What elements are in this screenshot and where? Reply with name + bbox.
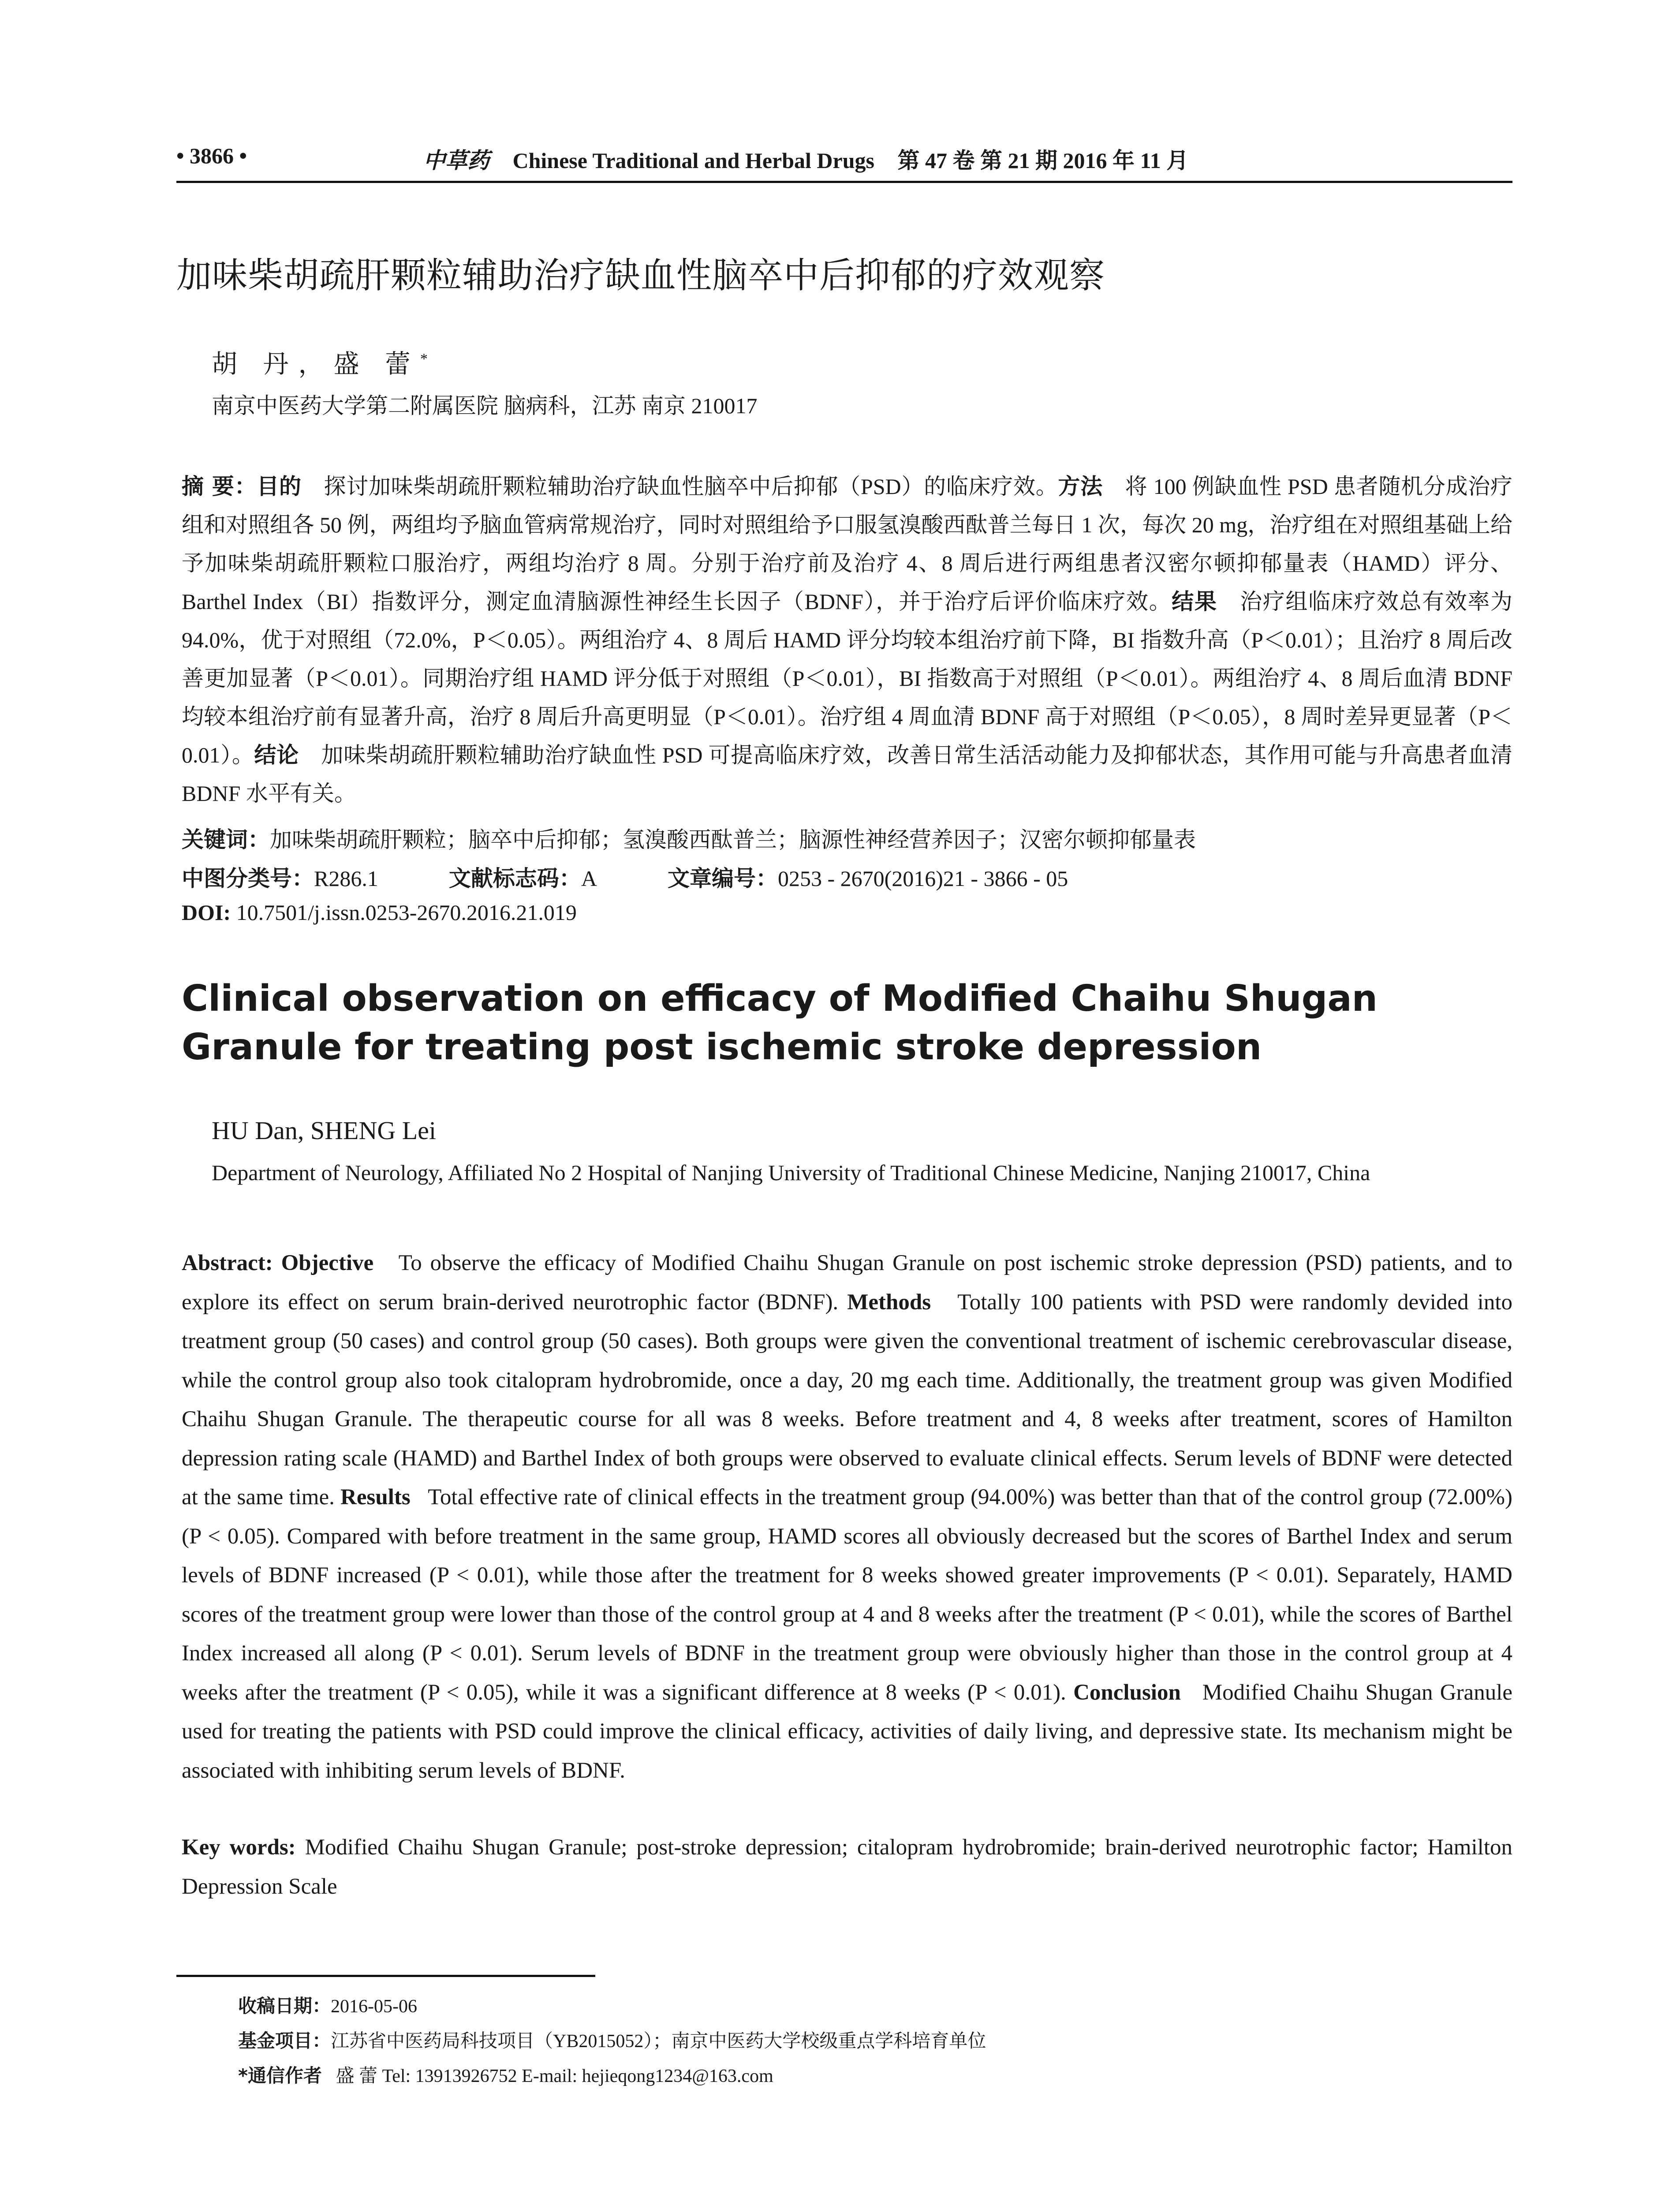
- en-keywords: [182, 1828, 1512, 1906]
- en-affiliation: Department of Neurology, Affiliated No 2 Hospital of Nanjing University of Traditional Chinese Medicine, Nanjing 210017, China: [212, 1160, 1370, 1185]
- cn-classification: [182, 861, 1068, 893]
- doi-label: DOI:: [182, 900, 231, 925]
- article-no-value: 0253 - 2670(2016)21 - 3866 - 05: [777, 866, 1068, 891]
- cn-affiliation: 南京中医药大学第二附属医院 脑病科，江苏 南京 210017: [212, 393, 758, 418]
- corresponding-mark: *: [420, 351, 428, 367]
- en-results-text: Total effective rate of clinical effects in the treatment group (94.00%) was better than that of the control group (72.00%) (P < 0.05). Compared with before treatment in the same group, HAMD scores all obviously decreased but the scores of Barthel Index and serum levels of BDNF increased (P < 0.01), while those after the treatment for 8 weeks showed greater improvements (P < 0.01). Separately, HAMD scores of the treatment group were lower than those of the control group at 4 and 8 weeks after the treatment (P < 0.01), while the scores of Barthel Index increased all along (P < 0.01). Serum levels of BDNF in the treatment group were obviously higher than those in the control group at 4 weeks after the treatment (P < 0.05), while it was a significant difference at 8 weeks (P < 0.01).: [182, 1485, 1513, 1705]
- cn-conclusion-label: 结论: [254, 742, 299, 768]
- footnote-fund: [238, 2024, 986, 2059]
- received-value: 2016-05-06: [331, 1996, 417, 2017]
- clc-value: R286.1: [314, 866, 378, 891]
- article-no-label: 文章编号：: [667, 866, 778, 891]
- en-objective-text: To observe the efficacy of Modified Chaihu Shugan Granule on post ischemic stroke depression (PSD) patients, and to explore its effect on serum brain-derived neurotrophic factor (BDNF).: [182, 1251, 1513, 1315]
- corresponding-label: *通信作者: [238, 2065, 322, 2086]
- en-methods-text: Totally 100 patients with PSD were randomly devided into treatment group (50 cases) and control group (50 cases). Both groups were given the conventional treatment of ischemic cerebrovascular disease, while the control group also took citalopram hydrobromide, once a day, 20 mg each time. Additionally, the treatment group was given Modified Chaihu Shugan Granule. The therapeutic course for all was 8 weeks. Before treatment and 4, 8 weeks after treatment, scores of Hamilton depression rating scale (HAMD) and Barthel Index of both groups were observed to evaluate clinical effects. Serum levels of BDNF were detected at the same time.: [182, 1289, 1512, 1510]
- en-conclusion-label: Conclusion: [1073, 1680, 1181, 1705]
- en-abstract-label: Abstract: Objective: [182, 1251, 374, 1275]
- journal-issue: 第 47 卷 第 21 期 2016 年 11 月: [897, 148, 1189, 173]
- page-number: • 3866 •: [176, 143, 247, 168]
- cn-conclusion-text: 加味柴胡疏肝颗粒辅助治疗缺血性 PSD 可提高临床疗效，改善日常生活活动能力及抑郁状态，其作用可能与升高患者血清 BDNF 水平有关。: [182, 743, 1513, 806]
- cn-objective-label: 目的: [257, 474, 302, 499]
- corresponding-value: 盛 蕾 Tel: 13913926752 E-mail: hejieqong1234@163.com: [336, 2066, 773, 2086]
- journal-info: [423, 143, 1188, 175]
- cn-author-names: 胡 丹，盛 蕾: [212, 350, 421, 378]
- en-methods-label: Methods: [847, 1289, 931, 1315]
- cn-keywords-label: 关键词：: [182, 827, 270, 852]
- doc-code-value: A: [581, 866, 597, 891]
- en-conclusion-text: Modified Chaihu Shugan Granule used for treating the patients with PSD could improve the clinical efficacy, activities of daily living, and depressive state. Its mechanism might be associated with inhibiting serum levels of BDNF.: [182, 1680, 1512, 1783]
- footnote-divider: [176, 1975, 595, 1977]
- en-keywords-label: Key words:: [182, 1835, 296, 1860]
- en-results-label: Results: [340, 1485, 411, 1510]
- cn-abstract: [182, 467, 1512, 813]
- cn-authors: [212, 343, 428, 380]
- doi-line: [182, 900, 577, 925]
- received-label: 收稿日期：: [238, 1995, 331, 2017]
- fund-value: 江苏省中医药局科技项目（YB2015052）；南京中医药大学校级重点学科培育单位: [331, 2031, 986, 2052]
- cn-keywords-text: 加味柴胡疏肝颗粒；脑卒中后抑郁；氢溴酸西酞普兰；脑源性神经营养因子；汉密尔顿抑郁量表: [270, 827, 1196, 852]
- clc-label: 中图分类号：: [182, 866, 314, 891]
- running-header: [176, 140, 1512, 183]
- en-keywords-text: Modified Chaihu Shugan Granule; post-stroke depression; citalopram hydrobromide; brain-derived neurotrophic factor; Hamilton Depression Scale: [182, 1835, 1512, 1899]
- cn-abstract-label: 摘 要：: [182, 474, 257, 499]
- en-authors: HU Dan, SHENG Lei: [212, 1116, 437, 1145]
- cn-title: 加味柴胡疏肝颗粒辅助治疗缺血性脑卒中后抑郁的疗效观察: [176, 255, 1105, 296]
- footnote-corresponding: [238, 2059, 986, 2093]
- en-abstract: [182, 1244, 1512, 1790]
- footnote-received: [238, 1989, 986, 2024]
- cn-results-label: 结果: [1172, 589, 1217, 614]
- doi-value: 10.7501/j.issn.0253-2670.2016.21.019: [236, 900, 577, 925]
- en-title: Clinical observation on efficacy of Modified Chaihu Shugan Granule for treating post ischemic stroke depression: [182, 978, 1378, 1068]
- cn-objective-text: 探讨加味柴胡疏肝颗粒辅助治疗缺血性脑卒中后抑郁（PSD）的临床疗效。: [324, 474, 1058, 499]
- journal-name-en: Chinese Traditional and Herbal Drugs: [512, 148, 874, 173]
- doc-code-label: 文献标志码：: [448, 866, 581, 891]
- journal-name-cn: 中草药: [423, 147, 489, 173]
- cn-keywords: [182, 822, 1196, 854]
- fund-label: 基金项目：: [238, 2030, 331, 2052]
- cn-methods-text: 将 100 例缺血性 PSD 患者随机分成治疗组和对照组各 50 例，两组均予脑血管病常规治疗，同时对照组给予口服氢溴酸西酞普兰每日 1 次，每次 20 mg，治疗组在对照组基础上给予加味柴胡疏肝颗粒口服治疗，两组均治疗 8 周。分别于治疗前及治疗 4、8 周后进行两组患者汉密尔顿抑郁量表（HAMD）评分、Barthel Index（BI）指数评分，测定血清脑源性神经生长因子（BDNF），并于治疗后评价临床疗效。: [182, 474, 1512, 614]
- cn-results-text: 治疗组临床疗效总有效率为 94.0%，优于对照组（72.0%，P＜0.05）。两组治疗 4、8 周后 HAMD 评分均较本组治疗前下降，BI 指数升高（P＜0.01）；且治疗 8 周后改善更加显著（P＜0.01）。同期治疗组 HAMD 评分低于对照组（P＜0.01），BI 指数高于对照组（P＜0.01）。两组治疗 4、8 周后血清 BDNF 均较本组治疗前有显著升高，治疗 8 周后升高更明显（P＜0.01）。治疗组 4 周血清 BDNF 高于对照组（P＜0.05），8 周时差异更显著（P＜0.01）。: [182, 589, 1512, 767]
- footnotes: [238, 1989, 986, 2093]
- cn-methods-label: 方法: [1058, 474, 1103, 499]
